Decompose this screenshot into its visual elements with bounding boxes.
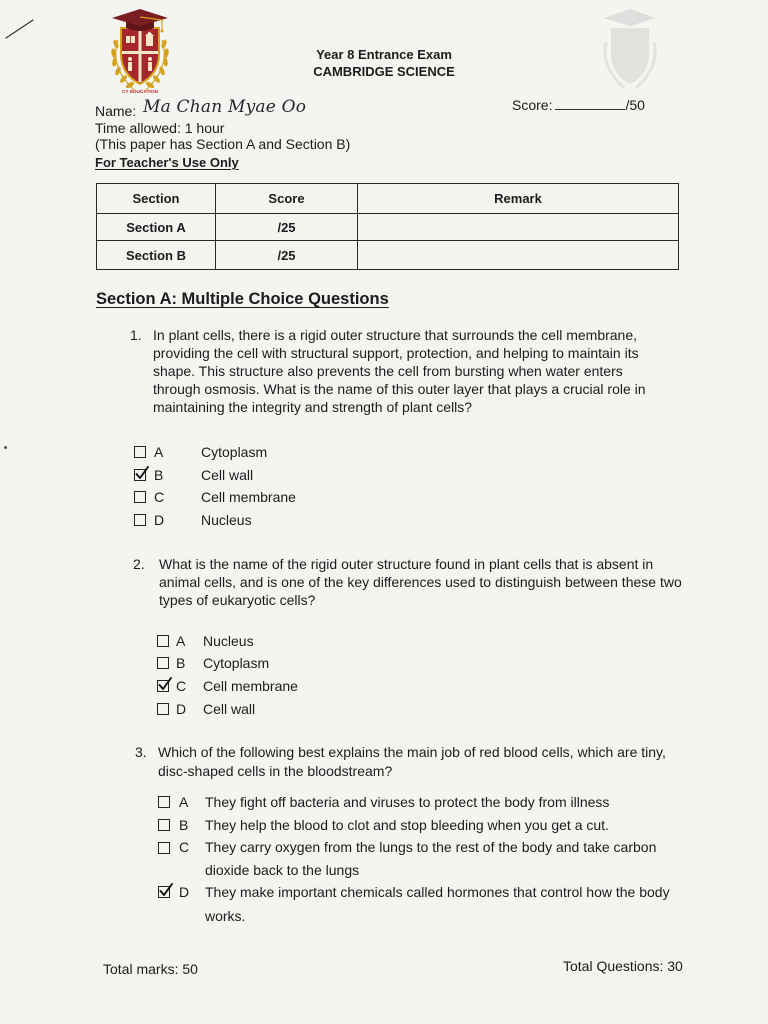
- q2-option-b-checkbox[interactable]: [157, 657, 169, 669]
- q1-option-c-checkbox[interactable]: [134, 491, 146, 503]
- section-a-title: Section A: Multiple Choice Questions: [96, 290, 389, 308]
- remark-cell: [358, 214, 679, 241]
- q2-option-a-checkbox[interactable]: [157, 635, 169, 647]
- q1-option-d: [134, 511, 694, 529]
- q1-option-a: [134, 443, 694, 461]
- q1-option-a-checkbox[interactable]: [134, 446, 146, 458]
- option-text: Nucleus: [201, 512, 252, 528]
- q3-option-a-checkbox[interactable]: [158, 796, 170, 808]
- section-cell: Section B: [97, 241, 216, 270]
- option-letter: B: [176, 655, 186, 671]
- option-letter: D: [179, 884, 190, 900]
- q2-option-c: [157, 677, 717, 695]
- school-crest-icon: [104, 6, 176, 94]
- option-letter: D: [176, 701, 187, 717]
- q2-option-c-checkbox[interactable]: [157, 680, 169, 692]
- name-label: Name:: [95, 103, 137, 119]
- table-row: [97, 214, 679, 241]
- teacher-use-title: For Teacher's Use Only: [95, 155, 239, 170]
- column-header-section: Section: [97, 184, 216, 214]
- option-text: Cell membrane: [201, 489, 296, 505]
- option-text: Nucleus: [203, 633, 254, 649]
- candidate-name: Ma Chan Myae Oo: [143, 97, 307, 117]
- q2-option-b: [157, 654, 717, 672]
- option-text: Cell wall: [201, 467, 254, 483]
- margin-dot: [4, 446, 7, 449]
- total-questions: Total Questions: 30: [563, 958, 683, 974]
- question-1-text: In plant cells, there is a rigid outer structure that surrounds the cell membrane, providing the cell with structural support, protection, and helping to maintain its shape. This structure also prevents the cell from bursting when water enters through osmosis. What is the name of this outer layer that plays a crucial role in maintaining the integrity and strength of plant cells?: [153, 327, 646, 415]
- remark-cell: [358, 241, 679, 270]
- table-header-row: [97, 184, 679, 214]
- logo-caption: CY EDUCATION: [121, 90, 159, 95]
- q1-option-b: [134, 466, 694, 484]
- total-marks: Total marks: 50: [103, 961, 198, 977]
- score-cell: /25: [216, 214, 358, 241]
- exam-title: Year 8 Entrance Exam: [316, 47, 452, 62]
- option-text: They carry oxygen from the lungs to the rest of the body and take carbon dioxide back to the lungs: [205, 839, 657, 878]
- question-3-text: Which of the following best explains the main job of red blood cells, which are tiny, disc-shaped cells in the bloodstream?: [158, 744, 666, 779]
- q2-option-d: [157, 700, 717, 718]
- q3-option-b: [158, 816, 718, 834]
- score-field: [512, 96, 645, 114]
- score-total: /50: [625, 97, 645, 113]
- option-letter: A: [179, 794, 189, 810]
- option-text: They help the blood to clot and stop bleeding when you get a cut.: [205, 817, 609, 833]
- q1-option-d-checkbox[interactable]: [134, 514, 146, 526]
- option-text: Cell wall: [203, 701, 256, 717]
- section-cell: Section A: [97, 214, 216, 241]
- option-text: They fight off bacteria and viruses to protect the body from illness: [205, 794, 610, 810]
- column-header-score: Score: [216, 184, 358, 214]
- paper-note: (This paper has Section A and Section B): [95, 136, 351, 152]
- q3-option-d-checkbox[interactable]: [158, 886, 170, 898]
- question-3-number: 3.: [135, 744, 147, 760]
- q2-option-a: [157, 632, 717, 650]
- question-1-number: 1.: [130, 327, 142, 343]
- exam-subject: CAMBRIDGE SCIENCE: [313, 64, 455, 79]
- q3-option-b-checkbox[interactable]: [158, 819, 170, 831]
- score-label: Score:: [512, 97, 553, 113]
- q3-option-a: [158, 793, 718, 811]
- option-letter: C: [179, 839, 190, 855]
- q1-option-c: [134, 488, 694, 506]
- table-row: [97, 241, 679, 270]
- q3-option-d: [158, 880, 718, 924]
- option-letter: A: [176, 633, 186, 649]
- q2-option-d-checkbox[interactable]: [157, 703, 169, 715]
- option-letter: D: [154, 512, 165, 528]
- option-text: Cytoplasm: [203, 655, 270, 671]
- score-blank-line: [555, 97, 625, 110]
- question-2-text: What is the name of the rigid outer structure found in plant cells that is absent in animal cells, and is one of the key differences used to distinguish between these two types of eukaryotic cells?: [159, 556, 682, 608]
- q3-option-c: [158, 836, 718, 878]
- option-text: They make important chemicals called hormones that control how the body works.: [205, 884, 670, 924]
- time-allowed: Time allowed: 1 hour: [95, 120, 225, 136]
- pen-stroke-mark: [4, 16, 36, 42]
- option-letter: C: [176, 678, 187, 694]
- option-letter: B: [179, 817, 189, 833]
- question-2-number: 2.: [133, 556, 145, 572]
- option-letter: B: [154, 467, 164, 483]
- teacher-score-table: [96, 183, 679, 270]
- option-letter: A: [154, 444, 164, 460]
- option-letter: C: [154, 489, 165, 505]
- bleed-through-crest-icon: [594, 4, 666, 92]
- q1-option-b-checkbox[interactable]: [134, 469, 146, 481]
- q3-option-c-checkbox[interactable]: [158, 842, 170, 854]
- option-text: Cytoplasm: [201, 444, 268, 460]
- option-text: Cell membrane: [203, 678, 298, 694]
- score-cell: /25: [216, 241, 358, 270]
- column-header-remark: Remark: [358, 184, 679, 214]
